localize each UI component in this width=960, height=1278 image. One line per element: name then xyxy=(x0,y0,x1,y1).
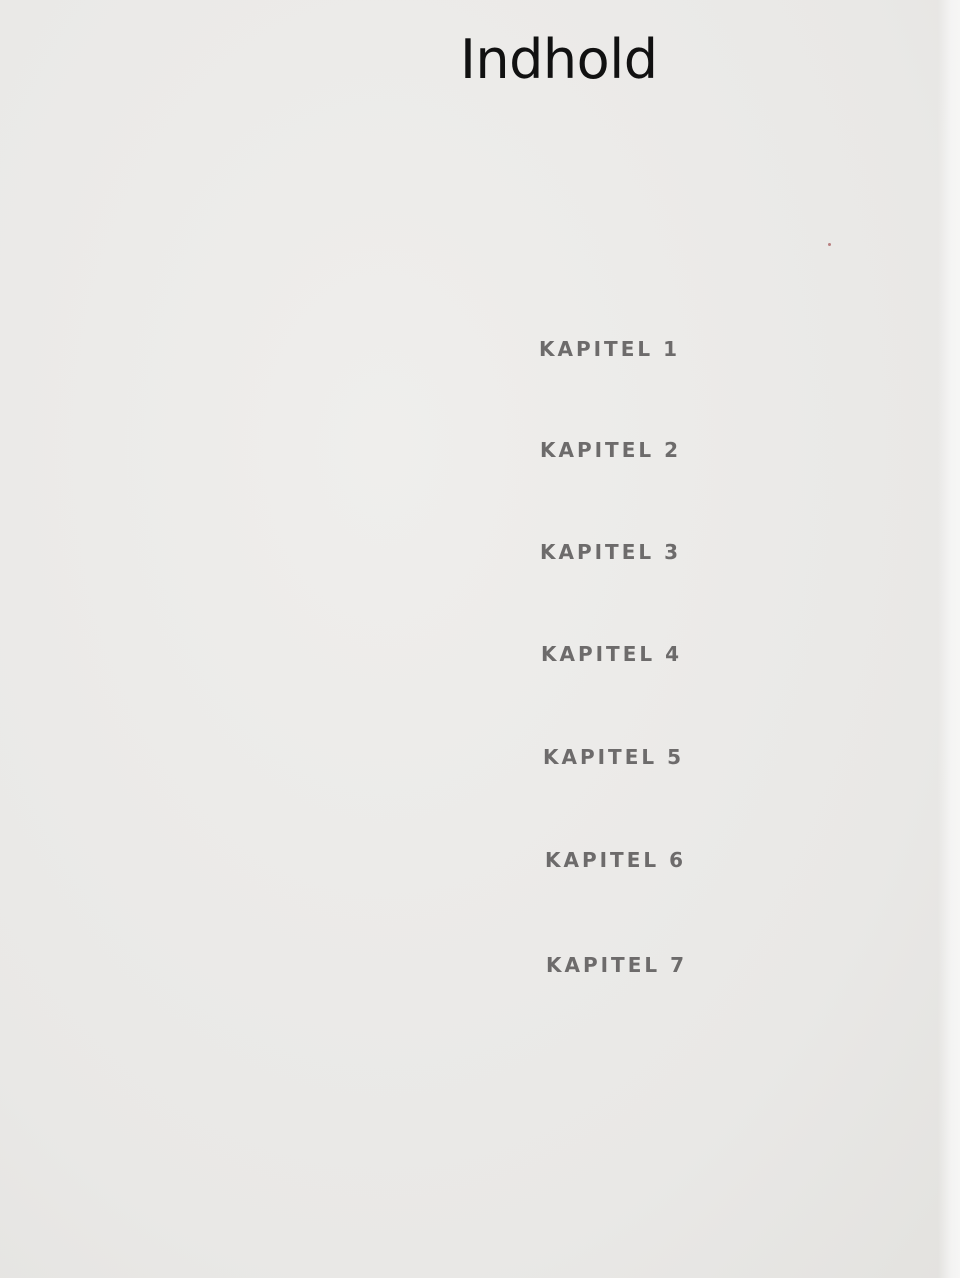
page-edge xyxy=(938,0,960,1278)
chapter-label-3: KAPITEL 3 xyxy=(539,540,681,564)
chapter-label-7: KAPITEL 7 xyxy=(545,953,687,977)
chapter-label-2: KAPITEL 2 xyxy=(539,438,681,462)
chapter-label-5: KAPITEL 5 xyxy=(542,745,684,769)
chapter-label-1: KAPITEL 1 xyxy=(538,337,680,361)
chapter-label-6: KAPITEL 6 xyxy=(544,848,686,872)
chapter-label-4: KAPITEL 4 xyxy=(540,642,682,666)
page-title: Indhold xyxy=(460,28,658,91)
paper-speck xyxy=(828,243,831,246)
